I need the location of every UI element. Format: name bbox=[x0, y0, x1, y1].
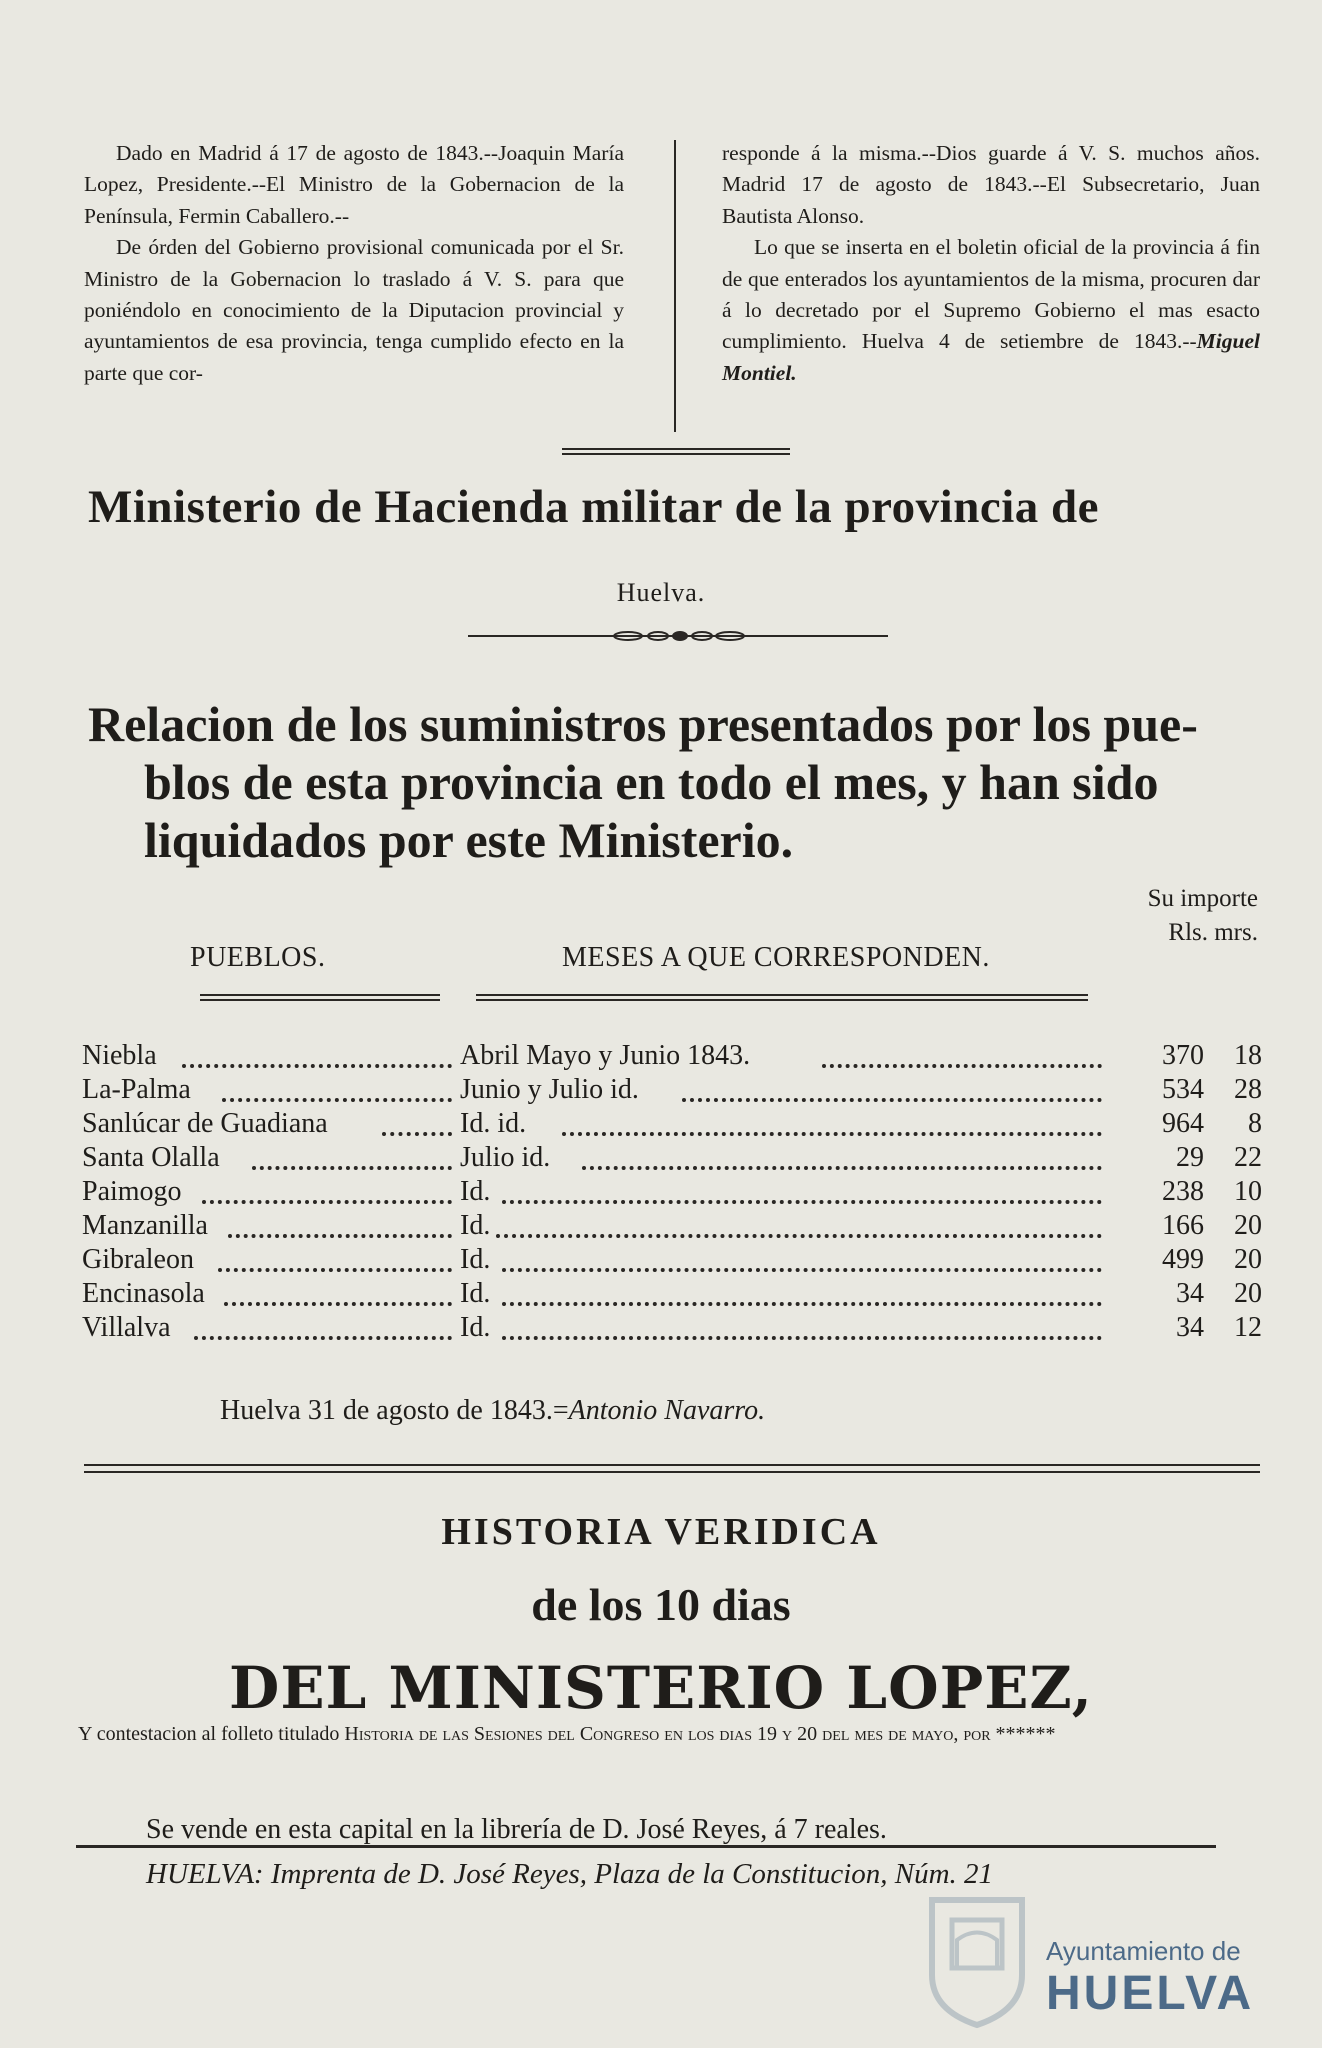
ornament-divider bbox=[468, 630, 888, 642]
leader-dots bbox=[228, 1230, 452, 1238]
row-pueblo: Niebla bbox=[82, 1040, 157, 1071]
leader-dots bbox=[582, 1162, 1102, 1170]
leader-dots bbox=[822, 1060, 1102, 1068]
column-divider bbox=[674, 140, 676, 432]
watermark-text-2: HUELVA bbox=[1046, 1967, 1255, 2020]
leader-dots bbox=[682, 1094, 1102, 1102]
row-maravedis: 8 bbox=[1248, 1108, 1262, 1139]
row-meses: Id. bbox=[460, 1278, 491, 1309]
row-pueblo: La-Palma bbox=[82, 1074, 191, 1105]
row-reales: 370 bbox=[1162, 1040, 1204, 1071]
leader-dots bbox=[182, 1060, 452, 1068]
row-meses: Id. bbox=[460, 1176, 491, 1207]
row-pueblo: Santa Olalla bbox=[82, 1142, 220, 1173]
section-divider bbox=[84, 1464, 1260, 1473]
table-row bbox=[82, 1074, 1262, 1108]
row-pueblo: Encinasola bbox=[82, 1278, 205, 1309]
relacion-line-2: blos de esta provincia en todo el mes, y han sido bbox=[144, 754, 1159, 810]
table-row bbox=[82, 1210, 1262, 1244]
relacion-line-1: Relacion de los suministros presentados por los pue- bbox=[88, 696, 1198, 752]
row-reales: 238 bbox=[1162, 1176, 1204, 1207]
header-rule-pueblos bbox=[200, 994, 440, 1001]
row-pueblo: Sanlúcar de Guadiana bbox=[82, 1108, 328, 1139]
book-title-line-2: de los 10 dias bbox=[531, 1579, 791, 1630]
row-maravedis: 20 bbox=[1234, 1244, 1262, 1275]
leader-dots bbox=[496, 1230, 1102, 1238]
table-row bbox=[82, 1108, 1262, 1142]
row-maravedis: 20 bbox=[1234, 1278, 1262, 1309]
row-reales: 34 bbox=[1176, 1278, 1204, 1309]
row-maravedis: 10 bbox=[1234, 1176, 1262, 1207]
row-reales: 534 bbox=[1162, 1074, 1204, 1105]
relacion-heading bbox=[88, 695, 1264, 869]
book-subtitle-lead: Y contestacion al folleto titulado bbox=[78, 1723, 345, 1745]
row-meses: Abril Mayo y Junio 1843. bbox=[460, 1040, 751, 1071]
leader-dots bbox=[218, 1264, 452, 1272]
table-footer bbox=[220, 1395, 765, 1427]
leader-dots bbox=[252, 1162, 452, 1170]
intro-left-paragraph-1: Dado en Madrid á 17 de agosto de 1843.--Joaquin María Lopez, Presidente.--El Ministro de la Gobernacion de la Península, Fermin Caballero.-- bbox=[84, 141, 624, 228]
leader-dots bbox=[502, 1332, 1102, 1340]
header-rule-meses bbox=[476, 994, 1088, 1001]
row-pueblo: Villalva bbox=[82, 1312, 171, 1343]
row-maravedis: 20 bbox=[1234, 1210, 1262, 1241]
table-row bbox=[82, 1278, 1262, 1312]
leader-dots bbox=[502, 1298, 1102, 1306]
row-meses: Junio y Julio id. bbox=[460, 1074, 639, 1105]
ministerio-place: Huelva. bbox=[616, 578, 706, 607]
row-maravedis: 28 bbox=[1234, 1074, 1262, 1105]
book-title-line-3: DEL MINISTERIO LOPEZ, bbox=[229, 1654, 1093, 1722]
intro-right-paragraph-2 bbox=[722, 232, 1260, 389]
table-row bbox=[82, 1244, 1262, 1278]
table-row bbox=[82, 1142, 1262, 1176]
printer-colophon: HUELVA: Imprenta de D. José Reyes, Plaza de la Constitucion, Núm. 21 bbox=[146, 1858, 994, 1890]
table-row bbox=[82, 1312, 1262, 1346]
ministerio-title: Ministerio de Hacienda militar de la provincia de bbox=[88, 481, 1100, 533]
header-meses: MESES A QUE CORRESPONDEN. bbox=[562, 942, 990, 973]
leader-dots bbox=[202, 1196, 452, 1204]
leader-dots bbox=[222, 1094, 452, 1102]
intro-signature: Miguel Montiel. bbox=[722, 329, 1260, 385]
book-title-line-1: HISTORIA VERIDICA bbox=[441, 1511, 881, 1553]
row-reales: 166 bbox=[1162, 1210, 1204, 1241]
relacion-line-3: liquidados por este Ministerio. bbox=[144, 812, 794, 868]
watermark-text-1: Ayuntamiento de bbox=[1046, 1936, 1241, 1966]
intro-right-paragraph-2-text: Lo que se inserta en el boletin oficial de la provincia á fin de que enterados los ayuntamientos de la misma, procuren dar á lo decretado por el Supremo Gobierno el mas esacto cumplimiento. Huelva 4 de setiembre de 1843.-- bbox=[722, 235, 1260, 354]
row-maravedis: 18 bbox=[1234, 1040, 1262, 1071]
row-reales: 29 bbox=[1176, 1142, 1204, 1173]
leader-dots bbox=[562, 1128, 1102, 1136]
leader-dots bbox=[502, 1196, 1102, 1204]
row-pueblo: Gibraleon bbox=[82, 1244, 194, 1275]
row-meses: Id. id. bbox=[460, 1108, 527, 1139]
intro-right-column bbox=[722, 138, 1260, 389]
row-reales: 34 bbox=[1176, 1312, 1204, 1343]
leader-dots bbox=[502, 1264, 1102, 1272]
leader-dots bbox=[224, 1298, 452, 1306]
table-row bbox=[82, 1176, 1262, 1210]
book-subtitle bbox=[78, 1722, 1258, 1746]
row-maravedis: 12 bbox=[1234, 1312, 1262, 1343]
leader-dots bbox=[194, 1332, 452, 1340]
table-footer-date: Huelva 31 de agosto de 1843.= bbox=[220, 1395, 569, 1426]
section-divider bbox=[562, 448, 790, 455]
row-pueblo: Manzanilla bbox=[82, 1210, 208, 1241]
row-pueblo: Paimogo bbox=[82, 1176, 182, 1207]
row-reales: 964 bbox=[1162, 1108, 1204, 1139]
importe-header-line-1: Su importe bbox=[1147, 885, 1258, 912]
table-footer-signature: Antonio Navarro. bbox=[568, 1395, 766, 1426]
book-sale-notice: Se vende en esta capital en la librería de D. José Reyes, á 7 reales. bbox=[146, 1814, 887, 1845]
table-row bbox=[82, 1040, 1262, 1074]
row-meses: Id. bbox=[460, 1210, 491, 1241]
row-meses: Id. bbox=[460, 1244, 491, 1275]
row-meses: Julio id. bbox=[460, 1142, 551, 1173]
intro-right-paragraph-1: responde á la misma.--Dios guarde á V. S. muchos años. Madrid 17 de agosto de 1843.--El Subsecretario, Juan Bautista Alonso. bbox=[722, 141, 1260, 228]
leader-dots bbox=[382, 1128, 452, 1136]
importe-header-line-2: Rls. mrs. bbox=[1168, 919, 1258, 946]
intro-left-paragraph-2: De órden del Gobierno provisional comunicada por el Sr. Ministro de la Gobernacion lo traslado á V. S. para que poniéndolo en conocimiento de la Diputacion provincial y ayuntamientos de esa provincia, tenga cumplido efecto en la parte que cor- bbox=[84, 235, 624, 385]
intro-left-column bbox=[84, 138, 624, 389]
book-subtitle-title: Historia de las Sesiones del Congreso en los dias 19 y 20 del mes de mayo, por ****** bbox=[344, 1723, 1056, 1745]
importe-header bbox=[1148, 882, 1258, 950]
header-pueblos: PUEBLOS. bbox=[190, 942, 326, 973]
row-reales: 499 bbox=[1162, 1244, 1204, 1275]
row-meses: Id. bbox=[460, 1312, 491, 1343]
footer-rule bbox=[76, 1845, 1216, 1848]
row-maravedis: 22 bbox=[1234, 1142, 1262, 1173]
